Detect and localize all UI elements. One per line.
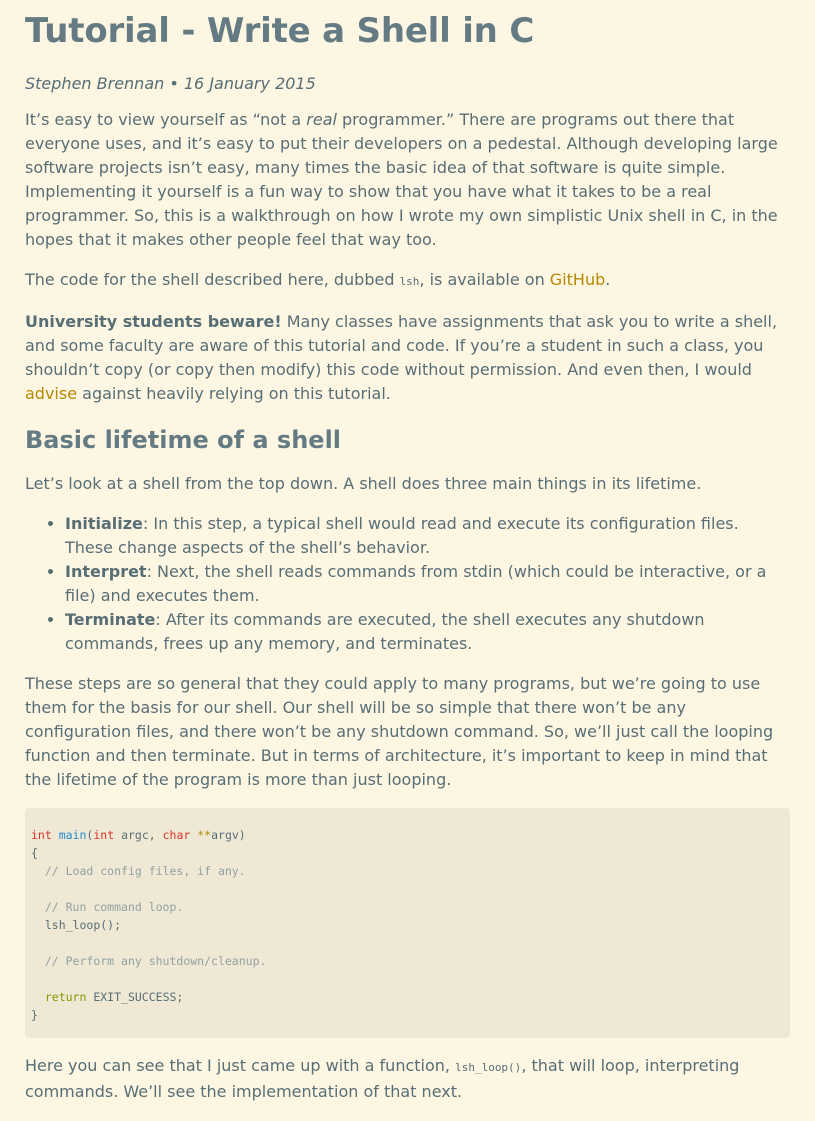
code-text: argc, — [114, 828, 163, 842]
list-term: Interpret — [65, 562, 147, 581]
intro-paragraph — [25, 108, 790, 252]
code-keyword: char — [162, 828, 191, 842]
section-lead: Let’s look at a shell from the top down. A shell does three main things in its lifetime. — [25, 474, 702, 493]
text-span: , is available on — [419, 270, 550, 289]
code-text: ( — [86, 828, 94, 842]
byline: Stephen Brennan • 16 January 2015 — [25, 74, 316, 93]
text-span: . — [605, 270, 611, 289]
code-block — [25, 808, 790, 1038]
lifetime-list — [25, 512, 790, 656]
code-text: } — [31, 1008, 38, 1022]
code-comment: // Perform any shutdown/cleanup. — [44, 954, 267, 968]
list-term: Initialize — [65, 514, 143, 533]
code-function: main — [58, 828, 87, 842]
code-keyword: int — [93, 828, 115, 842]
list-item — [65, 608, 790, 656]
warning-strong: University students beware! — [25, 312, 282, 331]
code-keyword: int — [31, 828, 52, 842]
list-text: : In this step, a typical shell would read and execute its configuration files. These change aspects of the shell’s behavior. — [65, 514, 739, 557]
after-code-paragraph — [25, 1054, 790, 1104]
emphasis: real — [306, 110, 337, 129]
text-span: Here you can see that I just came up with a function, — [25, 1056, 456, 1075]
code-text: lsh_loop(); — [44, 918, 122, 932]
text-span: programmer.” There are programs out there that everyone uses, and it’s easy to put their developers on a pedestal. Although developing large software projects isn’t easy, many times the basic idea of that software is quite simple. Implementing it yourself is a fun way to show that you have what it takes to be a real programmer. So, this is a walkthrough on how I wrote my own simplistic Unix shell in C, in the hopes that it makes other people feel that way too. — [25, 110, 778, 249]
code-operator: ** — [190, 828, 212, 842]
text-span: against heavily relying on this tutorial. — [77, 384, 391, 403]
text-span: Many classes have assignments that ask you to write a shell, and some faculty are aware of this tutorial and code. If you’re a student in such a class, you shouldn’t copy (or copy then modify) this code without permission. And even then, I would — [25, 312, 778, 379]
code-text: EXIT_SUCCESS; — [86, 990, 184, 1004]
list-term: Terminate — [65, 610, 156, 629]
code-location-paragraph — [25, 268, 790, 294]
text-span: It’s easy to view yourself as “not a — [25, 110, 307, 129]
code-text: argv) — [211, 828, 246, 842]
student-warning-paragraph — [25, 310, 790, 406]
list-item — [65, 560, 790, 608]
inline-code-lsh-loop: lsh_loop() — [455, 1061, 522, 1074]
section-heading: Basic lifetime of a shell — [25, 426, 342, 454]
list-item — [65, 512, 790, 560]
github-link[interactable]: GitHub — [549, 270, 606, 289]
section-paragraph: These steps are so general that they could apply to many programs, but we’re going to use them for the basis for our shell. Our shell will be so simple that there won’t be any configuration files, and there won’t be any shutdown command. So, we’ll just call the looping function and then terminate. But in terms of architecture, it’s important to keep in mind that the lifetime of the program is more than just looping. — [25, 674, 774, 789]
text-span: , that will loop, interpreting commands. We’ll see the implementation of that next. — [25, 1056, 740, 1101]
code-text: { — [31, 846, 38, 860]
text-span: The code for the shell described here, dubbed — [25, 270, 400, 289]
list-text: : After its commands are executed, the shell executes any shutdown commands, frees up any memory, and terminates. — [65, 610, 705, 653]
inline-code-lsh: lsh — [399, 275, 420, 288]
page-title: Tutorial - Write a Shell in C — [25, 11, 535, 51]
code-keyword: return — [44, 990, 87, 1004]
code-comment: // Run command loop. — [44, 900, 184, 914]
advise-link[interactable]: advise — [25, 384, 78, 403]
list-text: : Next, the shell reads commands from stdin (which could be interactive, or a file) and executes them. — [65, 562, 767, 605]
code-comment: // Load config files, if any. — [44, 864, 246, 878]
